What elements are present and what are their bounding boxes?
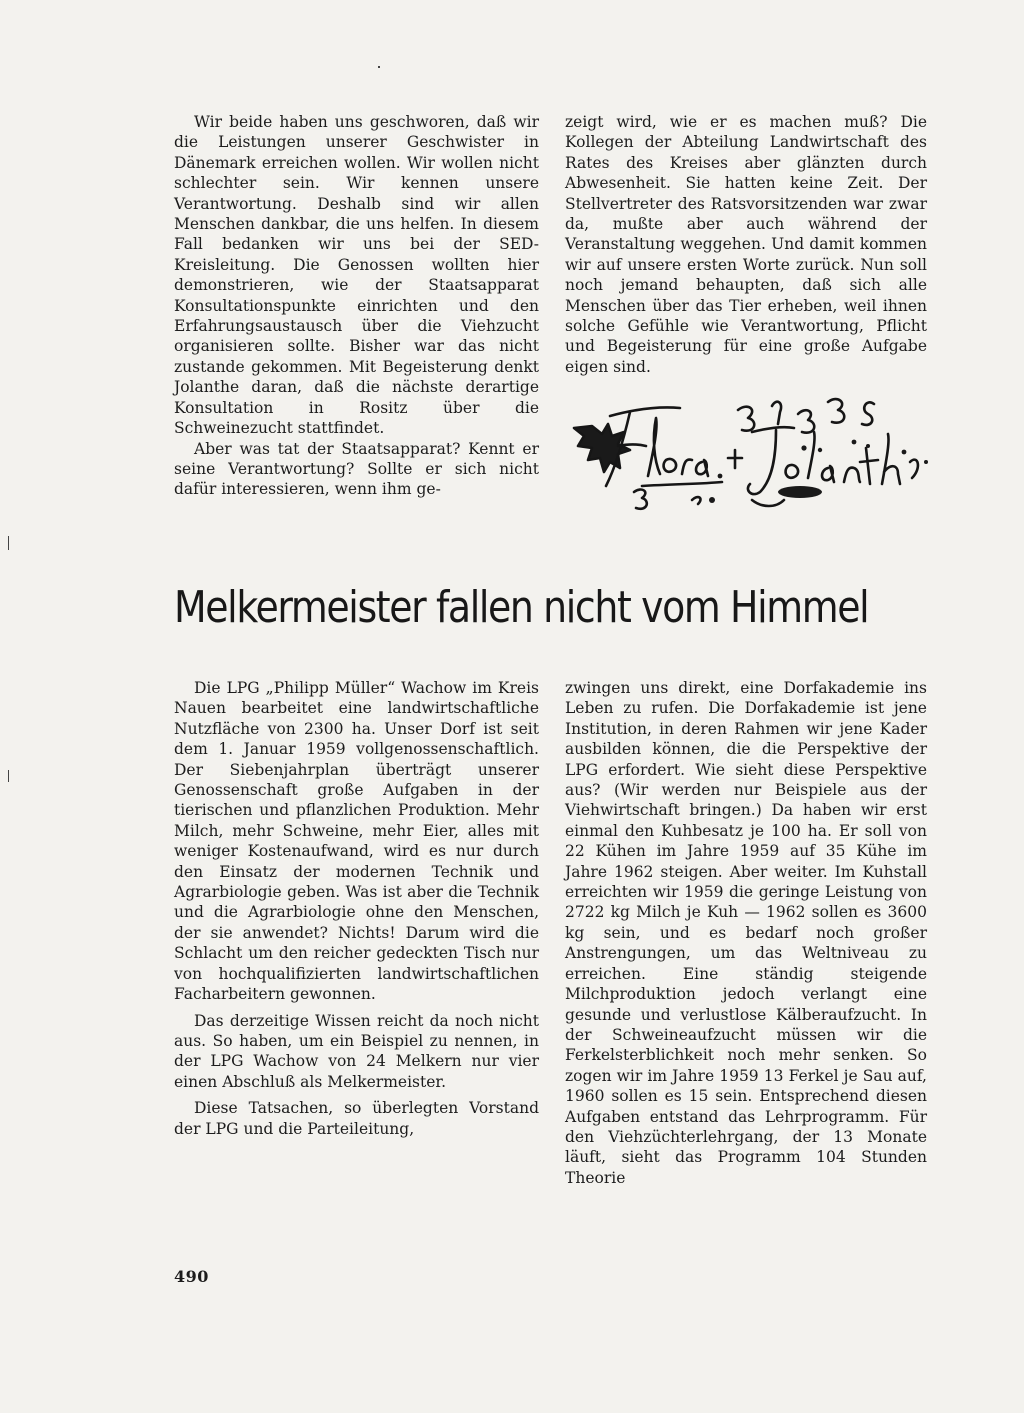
paragraph: Diese Tatsachen, so überlegten Vorstand der LPG und die Parteileitung, — [174, 1099, 539, 1138]
paragraph: Die LPG „Philipp Müller“ Wachow im Kreis Nauen bearbeitet eine landwirtschaftliche Nutzfläche von 2300 ha. Unser Dorf ist seit dem 1. Januar 1959 vollgenossenschaftlich. Der Siebenjahrplan überträgt unserer Genossenschaft große Aufgaben in der tierischen und pflanzlichen Produktion. Mehr Milch, mehr Schweine, mehr Eier, alles mit weniger Kostenaufwand, wird es nur durch den Einsatz der modernen Technik und Agrarbiologie geben. Was ist aber die Technik und die Agrarbiologie ohne den Menschen, der sie anwendet? Nichts! Darum wird die Schlacht um den reicher gedeckten Tisch nur von hochqualifizierten landwirtschaftlichen Facharbeitern gewonnen. — [174, 679, 539, 1004]
top-article-left-column — [174, 112, 539, 500]
headline: Melkermeister fallen nicht vom Himmel — [174, 582, 869, 633]
top-article-right-column — [565, 112, 927, 377]
paragraph: Wir beide haben uns geschworen, daß wir die Leistungen unserer Geschwister in Dänemark erreichen wollen. Wir wollen nicht schlechter sein. Wir kennen unsere Verantwortung. Deshalb sind wir allen Menschen dankbar, die uns helfen. In diesem Fall bedanken wir uns bei der SED-Kreisleitung. Die Genossen wollten hier demonstrieren, wie der Staatsapparat Konsultationspunkte einrichten und den Erfahrungsaustausch über die Viehzucht organisieren sollte. Bisher war das nicht zustande gekommen. Mit Begeisterung denkt Jolanthe daran, daß die nächste derartige Konsultation in Rositz über die Schweinezucht stattfindet. — [174, 113, 539, 438]
scan-speck — [378, 66, 380, 68]
paragraph: zwingen uns direkt, eine Dorfakademie ins Leben zu rufen. Die Dorfakademie ist jene Institution, in deren Rahmen wir jene Kader ausbilden können, die die Perspektive der LPG erfordert. Wie sieht diese Perspektive aus? (Wir werden nur Beispiele aus der Viehwirtschaft bringen.) Da haben wir erst einmal den Kuhbesatz je 100 ha. Er soll von 22 Kühen im Jahre 1959 auf 35 Kühe im Jahre 1962 steigen. Aber weiter. Im Kuhstall erreichten wir 1959 die geringe Leistung von 2722 kg Milch je Kuh — 1962 sollen es 3600 kg sein, und es bedarf noch großer Anstrengungen, um das Weltniveau zu erreichen. Eine ständig steigende Milchproduktion jedoch verlangt eine gesunde und verlustlose Kälberaufzucht. In der Schweineaufzucht müssen wir die Ferkelsterblichkeit noch mehr senken. So zogen wir im Jahre 1959 13 Ferkel je Sau auf, 1960 sollen es 15 sein. Entsprechend diesen Aufgaben entstand das Lehrprogramm. Für den Viehzüchterlehrgang, der 13 Monate läuft, sieht das Programm 104 Stunden Theorie — [565, 679, 927, 1187]
paragraph: zeigt wird, wie er es machen muß? Die Kollegen der Abteilung Landwirtschaft des Rates des Kreises aber glänzten durch Abwesenheit. Sie hatten keine Zeit. Der Stellvertreter des Ratsvorsitzenden war zwar da, mußte aber auch während der Veranstaltung weggehen. Und damit kommen wir auf unsere ersten Worte zurück. Nun soll noch jemand behaupten, daß sich alle Menschen über das Tier erheben, weil ihnen solche Gefühle wie Verantwortung, Pflicht und Begeisterung für eine große Aufgabe eigen sind. — [565, 113, 927, 376]
paragraph: Das derzeitige Wissen reicht da noch nicht aus. So haben, um ein Beispiel zu nennen, in der LPG Wachow von 24 Melkern nur vier einen Abschluß als Melkermeister. — [174, 1011, 539, 1091]
bottom-article-left-column — [174, 678, 539, 1139]
bottom-article-right-column — [565, 678, 927, 1188]
handwritten-signature — [562, 388, 932, 522]
paragraph: Aber was tat der Staatsapparat? Kennt er seine Verantwortung? Sollte er sich nicht dafür interessieren, wenn ihm ge- — [174, 439, 539, 499]
scan-speck — [8, 536, 9, 550]
signature-drawing — [562, 388, 932, 518]
scan-speck — [8, 770, 9, 782]
page-number: 490 — [174, 1267, 209, 1286]
